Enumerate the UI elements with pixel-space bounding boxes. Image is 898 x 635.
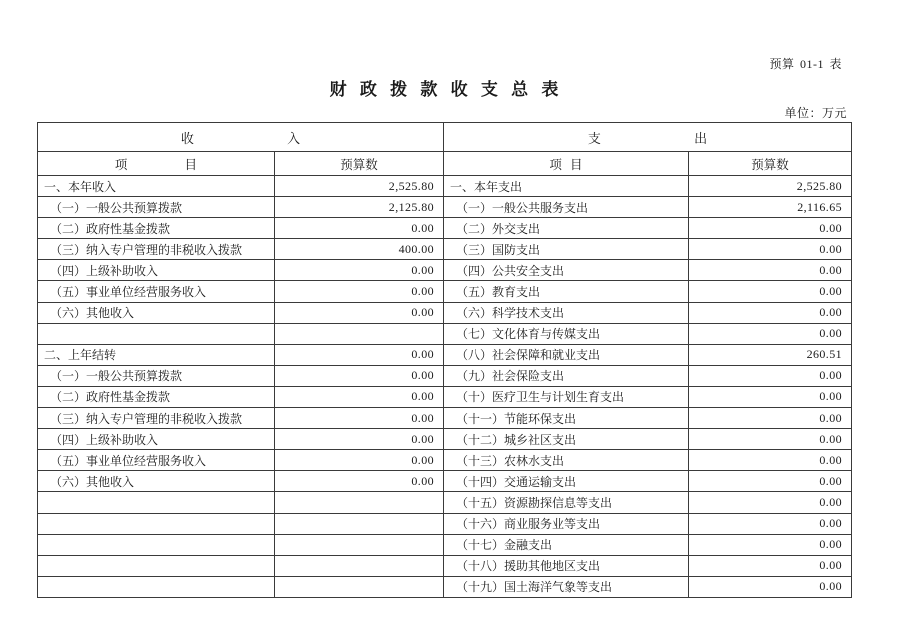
value-cell: 0.00: [819, 389, 842, 404]
value-cell: 0.00: [411, 473, 434, 488]
item-cell: （十）医疗卫生与计划生育支出: [444, 387, 689, 407]
item-cell: [38, 514, 275, 534]
table-row: [444, 471, 851, 492]
item-cell: （二）政府性基金拨款: [38, 218, 275, 238]
table-row: [444, 324, 851, 345]
item-cell: 一、本年支出: [444, 176, 689, 196]
value-cell: 2,116.65: [797, 199, 842, 214]
table-row: [444, 303, 851, 324]
expense-section: [444, 123, 851, 597]
table-row: [38, 556, 443, 577]
item-cell: （三）纳入专户管理的非税收入拨款: [38, 408, 275, 428]
item-cell: （三）国防支出: [444, 239, 689, 259]
item-cell: （十六）商业服务业等支出: [444, 514, 689, 534]
value-cell: 0.00: [411, 284, 434, 299]
income-item-column-header: 项 目: [38, 152, 275, 175]
value-cell: 0.00: [819, 284, 842, 299]
table-row: [444, 492, 851, 513]
value-cell: 0.00: [819, 579, 842, 594]
unit-label: 单位：万元: [784, 106, 847, 120]
table-row: [444, 556, 851, 577]
item-cell: （十四）交通运输支出: [444, 471, 689, 491]
value-cell: 0.00: [819, 241, 842, 256]
income-budget-column-header: 预算数: [340, 157, 378, 172]
item-cell: [38, 556, 275, 576]
item-cell: 一、本年收入: [38, 176, 275, 196]
table-row: [38, 535, 443, 556]
table-row: [444, 450, 851, 471]
item-cell: （三）纳入专户管理的非税收入拨款: [38, 239, 275, 259]
item-cell: （六）其他收入: [38, 303, 275, 323]
item-cell: [38, 492, 275, 512]
item-cell: [38, 577, 275, 597]
value-cell: 0.00: [819, 368, 842, 383]
table-row: [444, 281, 851, 302]
expense-budget-column-header: 预算数: [751, 157, 789, 172]
table-row: [444, 387, 851, 408]
table-row: [38, 387, 443, 408]
table-row: [38, 471, 443, 492]
item-cell: （一）一般公共预算拨款: [38, 366, 275, 386]
income-section: [38, 123, 444, 597]
item-cell: （七）文化体育与传媒支出: [444, 324, 689, 344]
value-cell: 0.00: [411, 368, 434, 383]
page-title: 财 政 拨 款 收 支 总 表: [329, 80, 560, 99]
table-row: [444, 345, 851, 366]
item-cell: （十九）国土海洋气象等支出: [444, 577, 689, 597]
item-cell: （四）公共安全支出: [444, 260, 689, 280]
item-cell: 二、上年结转: [38, 345, 275, 365]
table-row: [38, 176, 443, 197]
value-cell: 0.00: [819, 220, 842, 235]
value-cell: 0.00: [819, 410, 842, 425]
table-row: [444, 218, 851, 239]
table-row: [444, 260, 851, 281]
value-cell: 0.00: [819, 262, 842, 277]
item-cell: （五）教育支出: [444, 281, 689, 301]
table-row: [38, 345, 443, 366]
value-cell: [275, 492, 443, 512]
income-rows: [38, 176, 443, 597]
value-cell: 0.00: [819, 494, 842, 509]
table-row: [444, 429, 851, 450]
item-cell: （五）事业单位经营服务收入: [38, 450, 275, 470]
table-row: [38, 218, 443, 239]
value-cell: 0.00: [819, 452, 842, 467]
value-cell: 0.00: [411, 262, 434, 277]
item-cell: （十三）农林水支出: [444, 450, 689, 470]
expense-item-column-header: 项 目: [444, 152, 689, 175]
item-cell: （十五）资源勘探信息等支出: [444, 492, 689, 512]
table-row: [38, 408, 443, 429]
item-cell: （十一）节能环保支出: [444, 408, 689, 428]
table-row: [38, 197, 443, 218]
table-row: [444, 535, 851, 556]
value-cell: [275, 535, 443, 555]
item-cell: [38, 324, 275, 344]
item-cell: （一）一般公共预算拨款: [38, 197, 275, 217]
table-row: [38, 324, 443, 345]
value-cell: 2,525.80: [796, 178, 842, 193]
value-cell: 0.00: [411, 431, 434, 446]
item-cell: [38, 535, 275, 555]
value-cell: 0.00: [411, 452, 434, 467]
item-cell: （十七）金融支出: [444, 535, 689, 555]
value-cell: 260.51: [806, 347, 842, 362]
expense-section-header: 支 出: [444, 123, 851, 152]
income-column-header-row: [38, 152, 443, 176]
table-row: [38, 260, 443, 281]
value-cell: 0.00: [411, 389, 434, 404]
item-cell: （四）上级补助收入: [38, 260, 275, 280]
item-cell: （二）外交支出: [444, 218, 689, 238]
form-number: 预算 01-1 表: [769, 57, 842, 71]
value-cell: 2,525.80: [388, 178, 434, 193]
item-cell: （二）政府性基金拨款: [38, 387, 275, 407]
item-cell: （六）其他收入: [38, 471, 275, 491]
value-cell: [275, 324, 443, 344]
item-cell: （九）社会保险支出: [444, 366, 689, 386]
value-cell: 2,125.80: [388, 199, 434, 214]
item-cell: （十二）城乡社区支出: [444, 429, 689, 449]
value-cell: 400.00: [398, 241, 434, 256]
item-cell: （一）一般公共服务支出: [444, 197, 689, 217]
expense-rows: [444, 176, 851, 597]
table-row: [38, 514, 443, 535]
value-cell: 0.00: [411, 347, 434, 362]
item-cell: （四）上级补助收入: [38, 429, 275, 449]
item-cell: （五）事业单位经营服务收入: [38, 281, 275, 301]
table-row: [444, 577, 851, 597]
table-row: [38, 450, 443, 471]
value-cell: 0.00: [411, 305, 434, 320]
item-cell: （六）科学技术支出: [444, 303, 689, 323]
value-cell: 0.00: [819, 473, 842, 488]
table-row: [444, 514, 851, 535]
value-cell: 0.00: [411, 410, 434, 425]
table-row: [38, 303, 443, 324]
value-cell: 0.00: [819, 431, 842, 446]
value-cell: 0.00: [819, 305, 842, 320]
income-section-header: 收 入: [38, 123, 443, 152]
value-cell: 0.00: [819, 558, 842, 573]
value-cell: 0.00: [819, 516, 842, 531]
table-row: [444, 239, 851, 260]
value-cell: 0.00: [411, 220, 434, 235]
budget-table: [37, 122, 852, 598]
table-row: [38, 429, 443, 450]
expense-column-header-row: [444, 152, 851, 176]
table-row: [38, 577, 443, 597]
value-cell: [275, 514, 443, 534]
table-row: [444, 197, 851, 218]
item-cell: （十八）援助其他地区支出: [444, 556, 689, 576]
value-cell: [275, 556, 443, 576]
table-row: [444, 176, 851, 197]
value-cell: [275, 577, 443, 597]
table-row: [38, 239, 443, 260]
table-row: [38, 281, 443, 302]
item-cell: （八）社会保障和就业支出: [444, 345, 689, 365]
table-row: [444, 408, 851, 429]
table-row: [38, 492, 443, 513]
value-cell: 0.00: [819, 326, 842, 341]
table-row: [38, 366, 443, 387]
table-row: [444, 366, 851, 387]
value-cell: 0.00: [819, 537, 842, 552]
